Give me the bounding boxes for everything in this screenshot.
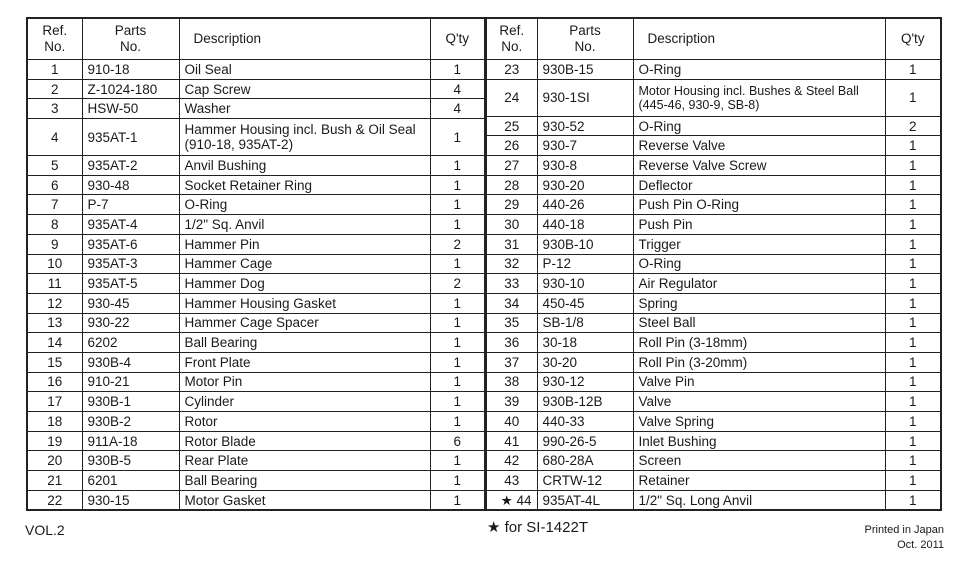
qty-cell: 1 <box>885 412 941 432</box>
table-row <box>486 116 941 136</box>
part-no-cell: 930B-1 <box>82 392 179 412</box>
table-row <box>27 60 485 80</box>
part-no-cell: 935AT-6 <box>82 234 179 254</box>
table-row <box>27 333 485 353</box>
ref-cell: 36 <box>486 333 537 353</box>
description-cell: Deflector <box>633 175 885 195</box>
ref-cell: 29 <box>486 195 537 215</box>
description-cell: Cap Screw <box>179 79 430 99</box>
part-no-cell: HSW-50 <box>82 99 179 119</box>
table-row <box>486 79 941 116</box>
table-row <box>27 215 485 235</box>
variant-note: ★ for SI-1422T <box>487 519 588 536</box>
table-row <box>27 372 485 392</box>
ref-cell: 24 <box>486 79 537 116</box>
qty-cell: 6 <box>430 431 485 451</box>
qty-cell: 1 <box>885 254 941 274</box>
ref-cell: 21 <box>27 471 82 491</box>
part-no-cell: 450-45 <box>537 293 633 313</box>
qty-cell: 1 <box>430 215 485 235</box>
description-cell: Washer <box>179 99 430 119</box>
part-no-cell: 440-26 <box>537 195 633 215</box>
ref-cell: 40 <box>486 412 537 432</box>
description-cell: Hammer Pin <box>179 234 430 254</box>
ref-cell: 20 <box>27 451 82 471</box>
description-cell: Valve Spring <box>633 412 885 432</box>
table-row <box>27 234 485 254</box>
description-cell: Ball Bearing <box>179 333 430 353</box>
table-header-row <box>486 18 941 60</box>
qty-cell: 1 <box>885 451 941 471</box>
qty-cell: 1 <box>885 313 941 333</box>
description-cell: Roll Pin (3-20mm) <box>633 352 885 372</box>
table-row <box>27 451 485 471</box>
part-no-cell: 930-12 <box>537 372 633 392</box>
qty-cell: 4 <box>430 79 485 99</box>
part-no-cell: 910-21 <box>82 372 179 392</box>
part-no-cell: 935AT-4L <box>537 490 633 510</box>
qty-cell: 1 <box>885 215 941 235</box>
header-ref-no: Ref. No. <box>486 18 537 60</box>
table-row <box>27 254 485 274</box>
ref-cell: 32 <box>486 254 537 274</box>
ref-cell: 25 <box>486 116 537 136</box>
qty-cell: 1 <box>885 79 941 116</box>
ref-cell: 37 <box>486 352 537 372</box>
part-no-cell: 935AT-2 <box>82 156 179 176</box>
description-cell: Hammer Cage <box>179 254 430 274</box>
part-no-cell: 930-48 <box>82 175 179 195</box>
qty-cell: 1 <box>885 234 941 254</box>
table-row <box>27 490 485 510</box>
ref-cell: 7 <box>27 195 82 215</box>
ref-cell: 17 <box>27 392 82 412</box>
table-row <box>27 313 485 333</box>
part-no-cell: 911A-18 <box>82 431 179 451</box>
description-cell: Oil Seal <box>179 60 430 80</box>
description-cell: Hammer Housing Gasket <box>179 293 430 313</box>
ref-cell: 8 <box>27 215 82 235</box>
table-row <box>486 313 941 333</box>
description-cell: Push Pin <box>633 215 885 235</box>
part-no-cell: 930-10 <box>537 274 633 294</box>
table-row <box>486 274 941 294</box>
qty-cell: 1 <box>885 60 941 80</box>
part-no-cell: 930B-4 <box>82 352 179 372</box>
description-cell: Hammer Cage Spacer <box>179 313 430 333</box>
qty-cell: 1 <box>430 352 485 372</box>
qty-cell: 1 <box>430 175 485 195</box>
ref-cell: 27 <box>486 156 537 176</box>
description-cell: Valve Pin <box>633 372 885 392</box>
part-no-cell: 990-26-5 <box>537 431 633 451</box>
header-parts-no: Parts No. <box>82 18 179 60</box>
ref-cell: 26 <box>486 136 537 156</box>
table-row <box>486 215 941 235</box>
ref-cell: 23 <box>486 60 537 80</box>
ref-cell: 22 <box>27 490 82 510</box>
table-row <box>486 60 941 80</box>
part-no-cell: 930B-5 <box>82 451 179 471</box>
description-cell: Hammer Housing incl. Bush & Oil Seal (910-18, 935AT-2) <box>179 119 430 156</box>
description-cell: Rotor Blade <box>179 431 430 451</box>
header-qty: Q'ty <box>430 18 485 60</box>
table-row <box>486 156 941 176</box>
qty-cell: 1 <box>430 333 485 353</box>
qty-cell: 2 <box>430 274 485 294</box>
table-row <box>27 79 485 99</box>
table-row <box>27 119 485 156</box>
part-no-cell: 935AT-4 <box>82 215 179 235</box>
description-cell: Valve <box>633 392 885 412</box>
volume-label: VOL.2 <box>25 522 65 538</box>
description-cell: Spring <box>633 293 885 313</box>
qty-cell: 1 <box>430 313 485 333</box>
table-row <box>486 352 941 372</box>
table-row <box>486 471 941 491</box>
ref-cell: 31 <box>486 234 537 254</box>
table-row <box>486 490 941 510</box>
table-header-row <box>27 18 485 60</box>
description-cell: Air Regulator <box>633 274 885 294</box>
ref-cell: 12 <box>27 293 82 313</box>
ref-cell: 39 <box>486 392 537 412</box>
ref-cell: 30 <box>486 215 537 235</box>
qty-cell: 4 <box>430 99 485 119</box>
print-info <box>865 523 945 553</box>
ref-cell: 41 <box>486 431 537 451</box>
part-no-cell: 680-28A <box>537 451 633 471</box>
table-row <box>27 431 485 451</box>
part-no-cell: 440-18 <box>537 215 633 235</box>
table-row <box>486 451 941 471</box>
description-cell: Ball Bearing <box>179 471 430 491</box>
ref-cell: 16 <box>27 372 82 392</box>
qty-cell: 1 <box>430 60 485 80</box>
part-no-cell: 930-8 <box>537 156 633 176</box>
part-no-cell: 935AT-3 <box>82 254 179 274</box>
table-row <box>27 99 485 119</box>
qty-cell: 1 <box>885 372 941 392</box>
part-no-cell: P-7 <box>82 195 179 215</box>
table-row <box>486 254 941 274</box>
description-cell: O-Ring <box>633 60 885 80</box>
ref-cell: 38 <box>486 372 537 392</box>
header-description: Description <box>179 18 430 60</box>
table-row <box>27 471 485 491</box>
ref-cell: 14 <box>27 333 82 353</box>
description-cell: Socket Retainer Ring <box>179 175 430 195</box>
table-row <box>27 412 485 432</box>
qty-cell: 1 <box>430 156 485 176</box>
part-no-cell: 935AT-1 <box>82 119 179 156</box>
part-no-cell: 930-52 <box>537 116 633 136</box>
part-no-cell: 930B-12B <box>537 392 633 412</box>
ref-cell: 5 <box>27 156 82 176</box>
qty-cell: 1 <box>430 490 485 510</box>
ref-cell: 33 <box>486 274 537 294</box>
part-no-cell: 930B-2 <box>82 412 179 432</box>
ref-cell: 2 <box>27 79 82 99</box>
part-no-cell: 930B-15 <box>537 60 633 80</box>
part-no-cell: 440-33 <box>537 412 633 432</box>
qty-cell: 2 <box>430 234 485 254</box>
qty-cell: 1 <box>885 431 941 451</box>
description-cell: Rear Plate <box>179 451 430 471</box>
description-cell: Retainer <box>633 471 885 491</box>
description-cell: Front Plate <box>179 352 430 372</box>
description-cell: Steel Ball <box>633 313 885 333</box>
ref-cell: 13 <box>27 313 82 333</box>
part-no-cell: 935AT-5 <box>82 274 179 294</box>
ref-cell: 43 <box>486 471 537 491</box>
header-qty: Q'ty <box>885 18 941 60</box>
table-row <box>27 392 485 412</box>
description-cell: 1/2" Sq. Anvil <box>179 215 430 235</box>
qty-cell: 1 <box>885 490 941 510</box>
part-no-cell: CRTW-12 <box>537 471 633 491</box>
part-no-cell: 30-18 <box>537 333 633 353</box>
description-cell: Trigger <box>633 234 885 254</box>
description-cell: Rotor <box>179 412 430 432</box>
qty-cell: 1 <box>430 293 485 313</box>
qty-cell: 1 <box>430 451 485 471</box>
ref-cell: 6 <box>27 175 82 195</box>
qty-cell: 1 <box>885 352 941 372</box>
table-row <box>486 431 941 451</box>
ref-cell: 28 <box>486 175 537 195</box>
ref-cell: ★ 44 <box>486 490 537 510</box>
parts-table-right <box>485 17 942 511</box>
table-row <box>486 333 941 353</box>
description-cell: Motor Gasket <box>179 490 430 510</box>
part-no-cell: 930B-10 <box>537 234 633 254</box>
ref-cell: 35 <box>486 313 537 333</box>
qty-cell: 1 <box>885 156 941 176</box>
table-row <box>486 136 941 156</box>
table-row <box>27 274 485 294</box>
ref-cell: 15 <box>27 352 82 372</box>
ref-cell: 4 <box>27 119 82 156</box>
qty-cell: 1 <box>885 175 941 195</box>
part-no-cell: 6202 <box>82 333 179 353</box>
part-no-cell: P-12 <box>537 254 633 274</box>
description-cell: 1/2" Sq. Long Anvil <box>633 490 885 510</box>
table-row <box>486 392 941 412</box>
qty-cell: 1 <box>430 372 485 392</box>
qty-cell: 1 <box>885 333 941 353</box>
description-cell: Reverse Valve <box>633 136 885 156</box>
description-cell: Push Pin O-Ring <box>633 195 885 215</box>
table-row <box>486 412 941 432</box>
ref-cell: 19 <box>27 431 82 451</box>
qty-cell: 1 <box>430 392 485 412</box>
ref-cell: 1 <box>27 60 82 80</box>
description-cell: O-Ring <box>633 254 885 274</box>
qty-cell: 1 <box>885 293 941 313</box>
print-date: Oct. 2011 <box>897 539 944 551</box>
parts-table-left <box>26 17 486 511</box>
table-row <box>486 234 941 254</box>
ref-cell: 9 <box>27 234 82 254</box>
ref-cell: 18 <box>27 412 82 432</box>
table-row <box>486 195 941 215</box>
qty-cell: 1 <box>885 274 941 294</box>
ref-cell: 42 <box>486 451 537 471</box>
part-no-cell: SB-1/8 <box>537 313 633 333</box>
description-cell: Anvil Bushing <box>179 156 430 176</box>
part-no-cell: Z-1024-180 <box>82 79 179 99</box>
table-row <box>27 293 485 313</box>
part-no-cell: 930-45 <box>82 293 179 313</box>
qty-cell: 1 <box>885 392 941 412</box>
qty-cell: 1 <box>885 195 941 215</box>
qty-cell: 2 <box>885 116 941 136</box>
part-no-cell: 930-20 <box>537 175 633 195</box>
description-cell: Reverse Valve Screw <box>633 156 885 176</box>
header-parts-no: Parts No. <box>537 18 633 60</box>
description-cell: Inlet Bushing <box>633 431 885 451</box>
qty-cell: 1 <box>885 471 941 491</box>
part-no-cell: 930-15 <box>82 490 179 510</box>
ref-cell: 11 <box>27 274 82 294</box>
part-no-cell: 910-18 <box>82 60 179 80</box>
table-row <box>27 195 485 215</box>
description-cell: Motor Housing incl. Bushes & Steel Ball (445-46, 930-9, SB-8) <box>633 79 885 116</box>
description-cell: Screen <box>633 451 885 471</box>
part-no-cell: 930-1SI <box>537 79 633 116</box>
part-no-cell: 30-20 <box>537 352 633 372</box>
qty-cell: 1 <box>430 412 485 432</box>
description-cell: O-Ring <box>633 116 885 136</box>
description-cell: Cylinder <box>179 392 430 412</box>
table-row <box>486 293 941 313</box>
description-cell: O-Ring <box>179 195 430 215</box>
table-row <box>486 175 941 195</box>
header-description: Description <box>633 18 885 60</box>
qty-cell: 1 <box>430 119 485 156</box>
table-row <box>486 372 941 392</box>
ref-cell: 10 <box>27 254 82 274</box>
part-no-cell: 6201 <box>82 471 179 491</box>
qty-cell: 1 <box>430 471 485 491</box>
part-no-cell: 930-22 <box>82 313 179 333</box>
description-cell: Hammer Dog <box>179 274 430 294</box>
ref-cell: 3 <box>27 99 82 119</box>
table-row <box>27 156 485 176</box>
description-cell: Motor Pin <box>179 372 430 392</box>
header-ref-no: Ref. No. <box>27 18 82 60</box>
ref-cell: 34 <box>486 293 537 313</box>
table-row <box>27 175 485 195</box>
description-cell: Roll Pin (3-18mm) <box>633 333 885 353</box>
qty-cell: 1 <box>430 195 485 215</box>
printed-in: Printed in Japan <box>864 524 944 536</box>
qty-cell: 1 <box>430 254 485 274</box>
qty-cell: 1 <box>885 136 941 156</box>
part-no-cell: 930-7 <box>537 136 633 156</box>
table-row <box>27 352 485 372</box>
